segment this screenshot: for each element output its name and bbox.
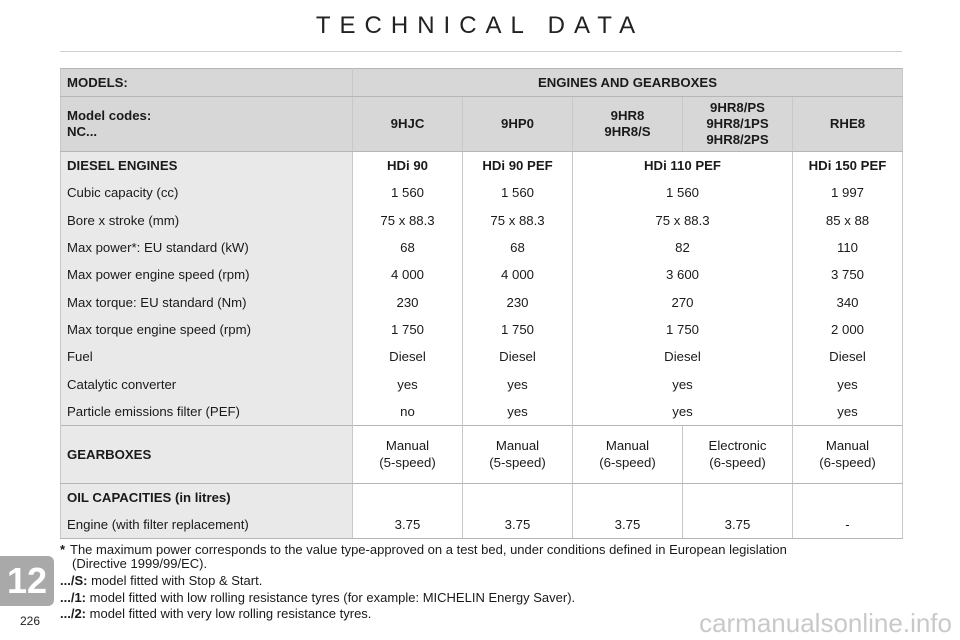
table-row bbox=[61, 288, 903, 315]
note-key: .../S: bbox=[60, 573, 88, 588]
cell-value: Diesel bbox=[793, 343, 903, 370]
models-label: MODELS: bbox=[61, 69, 353, 97]
model-code-col4 bbox=[683, 97, 793, 152]
empty-cell bbox=[683, 483, 793, 511]
title-divider bbox=[60, 51, 902, 52]
models-header-row bbox=[61, 69, 903, 97]
cell-value: 85 x 88 bbox=[793, 207, 903, 234]
cell-value: 4 000 bbox=[463, 261, 573, 288]
cell-value: yes bbox=[463, 370, 573, 397]
cell-value: yes bbox=[353, 370, 463, 397]
row-label: Bore x stroke (mm) bbox=[61, 207, 353, 234]
cell-value: 1 750 bbox=[353, 316, 463, 343]
note-key: .../2: bbox=[60, 606, 87, 621]
model-code: 9HR8 bbox=[610, 108, 645, 123]
note-text: model fitted with very low rolling resistance tyres. bbox=[89, 606, 372, 621]
model-code-col5 bbox=[793, 97, 903, 152]
gearbox-type: Manual bbox=[825, 438, 870, 454]
cell-value: 3.75 bbox=[463, 511, 573, 539]
cell-value: 3 750 bbox=[793, 261, 903, 288]
empty-cell bbox=[463, 483, 573, 511]
cell-value: no bbox=[353, 398, 463, 426]
gearbox-cell bbox=[683, 425, 793, 483]
cell-value: 68 bbox=[353, 234, 463, 261]
diesel-engines-row bbox=[61, 152, 903, 180]
gearbox-speeds: (6-speed) bbox=[819, 455, 876, 471]
cell-value: 110 bbox=[793, 234, 903, 261]
oil-capacities-label: OIL CAPACITIES (in litres) bbox=[61, 483, 353, 511]
model-code-col3 bbox=[573, 97, 683, 152]
table-row bbox=[61, 370, 903, 397]
note-text: model fitted with Stop & Start. bbox=[91, 573, 263, 588]
table-row bbox=[61, 207, 903, 234]
row-label: Max torque: EU standard (Nm) bbox=[61, 288, 353, 315]
row-label: Fuel bbox=[61, 343, 353, 370]
cell-value: 1 560 bbox=[353, 179, 463, 206]
cell-value: 230 bbox=[463, 288, 573, 315]
chapter-tab: 12 bbox=[0, 556, 54, 606]
cell-value: yes bbox=[573, 370, 793, 397]
cell-value: 340 bbox=[793, 288, 903, 315]
page-title: TECHNICAL DATA bbox=[315, 12, 645, 39]
gearbox-speeds: (5-speed) bbox=[489, 455, 546, 471]
cell-value: yes bbox=[793, 398, 903, 426]
gearbox-cell bbox=[573, 425, 683, 483]
oil-capacity-row bbox=[61, 511, 903, 539]
gearbox-speeds: (6-speed) bbox=[599, 455, 656, 471]
table-row bbox=[61, 398, 903, 426]
gearbox-speeds: (6-speed) bbox=[709, 455, 766, 471]
model-code: 9HR8/2PS bbox=[706, 132, 769, 147]
cell-value: 1 750 bbox=[463, 316, 573, 343]
model-codes-row bbox=[61, 97, 903, 152]
diesel-engines-label: DIESEL ENGINES bbox=[61, 152, 353, 180]
cell-value: 270 bbox=[573, 288, 793, 315]
gearbox-type: Manual bbox=[385, 438, 430, 454]
note-very-low-resistance bbox=[60, 606, 371, 621]
technical-data-table bbox=[60, 68, 903, 539]
row-label: Max power*: EU standard (kW) bbox=[61, 234, 353, 261]
cell-value: 4 000 bbox=[353, 261, 463, 288]
cell-value: 82 bbox=[573, 234, 793, 261]
engine-name: HDi 110 PEF bbox=[573, 152, 793, 180]
row-label: Max torque engine speed (rpm) bbox=[61, 316, 353, 343]
cell-value: 68 bbox=[463, 234, 573, 261]
cell-value: yes bbox=[793, 370, 903, 397]
note-low-resistance bbox=[60, 590, 575, 605]
gearbox-type: Manual bbox=[495, 438, 540, 454]
row-label: Catalytic converter bbox=[61, 370, 353, 397]
footnote-line2: (Directive 1999/99/EC). bbox=[72, 556, 208, 571]
cell-value: 75 x 88.3 bbox=[353, 207, 463, 234]
engines-gearboxes-label: ENGINES AND GEARBOXES bbox=[353, 69, 903, 97]
gearbox-cell bbox=[353, 425, 463, 483]
footnote-asterisk: * bbox=[60, 542, 66, 557]
cell-value: yes bbox=[573, 398, 793, 426]
engine-name: HDi 150 PEF bbox=[793, 152, 903, 180]
model-codes-label-line2: NC... bbox=[67, 124, 98, 139]
footnote-text: The maximum power corresponds to the value type-approved on a test bed, under conditions defined in European legislation bbox=[70, 542, 787, 557]
note-stop-start bbox=[60, 573, 262, 588]
model-code-col1 bbox=[353, 97, 463, 152]
model-code: 9HJC bbox=[390, 116, 425, 131]
page-number: 226 bbox=[20, 614, 41, 628]
gearbox-speeds: (5-speed) bbox=[379, 455, 436, 471]
model-code-col2 bbox=[463, 97, 573, 152]
oil-capacities-header-row bbox=[61, 483, 903, 511]
cell-value: Diesel bbox=[573, 343, 793, 370]
cell-value: 75 x 88.3 bbox=[573, 207, 793, 234]
cell-value: 1 997 bbox=[793, 179, 903, 206]
footnote bbox=[60, 543, 910, 571]
engine-name: HDi 90 PEF bbox=[463, 152, 573, 180]
row-label: Particle emissions filter (PEF) bbox=[61, 398, 353, 426]
gearbox-cell bbox=[793, 425, 903, 483]
gearboxes-row bbox=[61, 425, 903, 483]
table-row bbox=[61, 179, 903, 206]
gearbox-type: Electronic bbox=[708, 438, 767, 454]
gearbox-type: Manual bbox=[605, 438, 650, 454]
empty-cell bbox=[793, 483, 903, 511]
cell-value: 1 560 bbox=[573, 179, 793, 206]
footnote-line1 bbox=[60, 543, 910, 557]
cell-value: 1 560 bbox=[463, 179, 573, 206]
gearboxes-label: GEARBOXES bbox=[61, 425, 353, 483]
model-codes-label bbox=[61, 97, 353, 152]
cell-value: - bbox=[793, 511, 903, 539]
cell-value: yes bbox=[463, 398, 573, 426]
row-label: Max power engine speed (rpm) bbox=[61, 261, 353, 288]
model-code: 9HR8/1PS bbox=[706, 116, 769, 131]
engine-name: HDi 90 bbox=[353, 152, 463, 180]
cell-value: 230 bbox=[353, 288, 463, 315]
cell-value: 3.75 bbox=[353, 511, 463, 539]
watermark: carmanualsonline.info bbox=[699, 608, 952, 638]
model-codes-label-line1: Model codes: bbox=[67, 108, 152, 123]
gearbox-cell bbox=[463, 425, 573, 483]
note-key: .../1: bbox=[60, 590, 87, 605]
table-row bbox=[61, 261, 903, 288]
cell-value: 1 750 bbox=[573, 316, 793, 343]
model-code: 9HR8/PS bbox=[710, 100, 765, 115]
table-row bbox=[61, 316, 903, 343]
row-label: Engine (with filter replacement) bbox=[61, 511, 353, 539]
table-row bbox=[61, 234, 903, 261]
table-row bbox=[61, 343, 903, 370]
cell-value: Diesel bbox=[463, 343, 573, 370]
row-label: Cubic capacity (cc) bbox=[61, 179, 353, 206]
cell-value: 75 x 88.3 bbox=[463, 207, 573, 234]
cell-value: 2 000 bbox=[793, 316, 903, 343]
cell-value: 3.75 bbox=[573, 511, 683, 539]
model-code: 9HR8/S bbox=[604, 124, 651, 139]
cell-value: 3.75 bbox=[683, 511, 793, 539]
cell-value: Diesel bbox=[353, 343, 463, 370]
note-text: model fitted with low rolling resistance tyres (for example: MICHELIN Energy Saver). bbox=[89, 590, 576, 605]
empty-cell bbox=[353, 483, 463, 511]
model-code: 9HP0 bbox=[501, 116, 534, 131]
empty-cell bbox=[573, 483, 683, 511]
model-code: RHE8 bbox=[829, 116, 866, 131]
cell-value: 3 600 bbox=[573, 261, 793, 288]
